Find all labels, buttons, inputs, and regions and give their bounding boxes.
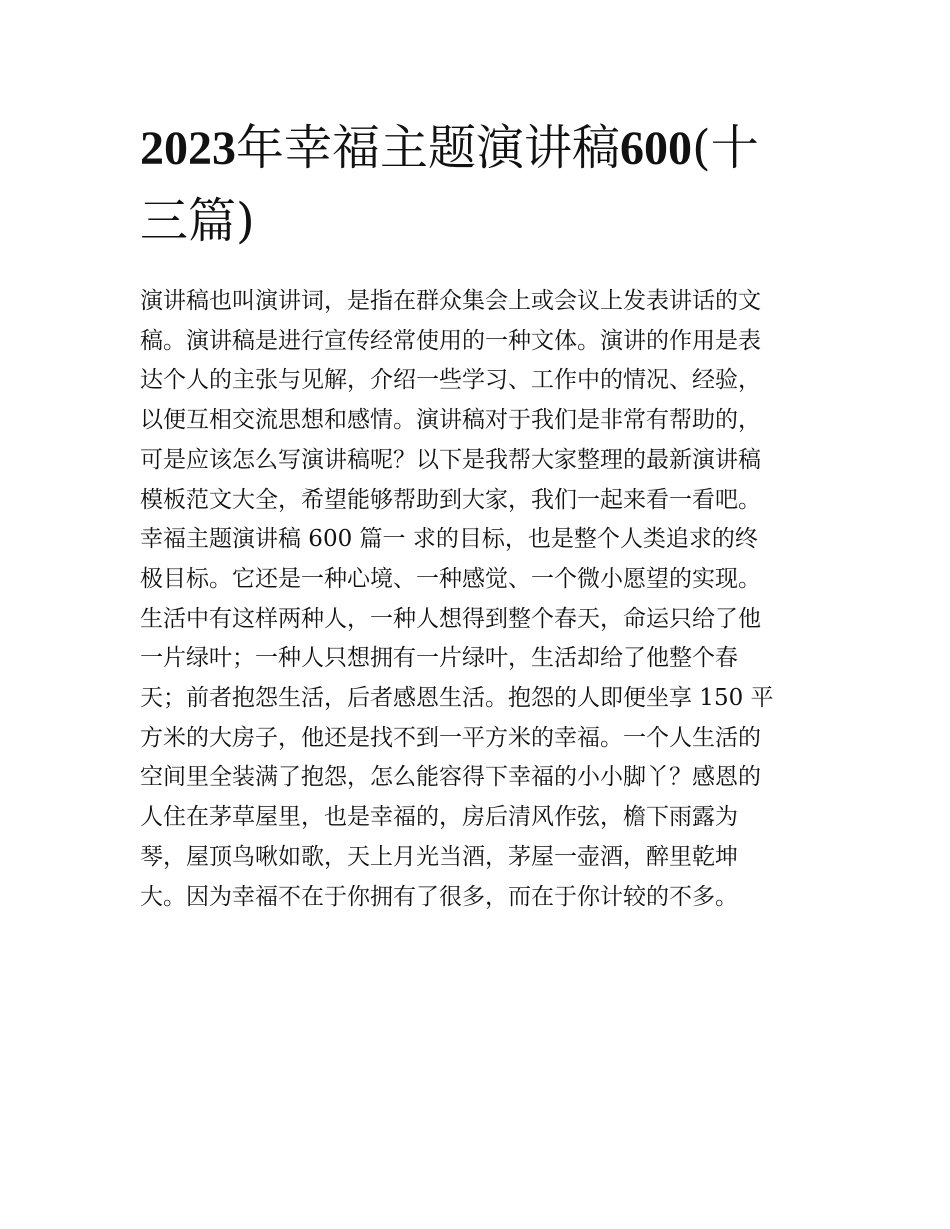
body-line: 大。因为幸福不在于你拥有了很多，而在于你计较的不多。: [140, 883, 738, 910]
body-line: 方米的大房子，他还是找不到一平方米的幸福。一个人生活的: [140, 724, 761, 751]
title-year: 2023: [140, 122, 236, 175]
body-line: 可是应该怎么写演讲稿呢？以下是我帮大家整理的最新演讲稿: [140, 446, 761, 473]
title-suffix-2: 三篇): [140, 193, 255, 249]
body-line: 一片绿叶；一种人只想拥有一片绿叶，生活却给了他整个春: [140, 645, 738, 672]
body-line: 极目标。它还是一种心境、一种感觉、一个微小愿望的实现。: [140, 565, 761, 592]
body-line: 演讲稿也叫演讲词，是指在群众集会上或会议上发表讲话的文: [140, 288, 761, 314]
body-line: 稿。演讲稿是进行宣传经常使用的一种文体。演讲的作用是表: [140, 327, 761, 354]
body-line: 琴，屋顶鸟啾如歌，天上月光当酒，茅屋一壶酒，醉里乾坤: [140, 843, 738, 870]
document-body: [140, 282, 820, 917]
document-title: [140, 112, 820, 257]
body-line: 模板范文大全，希望能够帮助到大家，我们一起来看一看吧。: [140, 486, 761, 513]
body-line: 达个人的主张与见解，介绍一些学习、工作中的情况、经验，: [140, 367, 761, 394]
title-number: 600: [620, 122, 693, 175]
body-line: 空间里全装满了抱怨，怎么能容得下幸福的小小脚丫？感恩的: [140, 764, 761, 791]
body-line: 幸福主题演讲稿 600 篇一 求的目标，也是整个人类追求的终: [140, 526, 758, 553]
body-line: 生活中有这样两种人，一种人想得到整个春天，命运只给了他: [140, 605, 761, 632]
title-text: 年幸福主题演讲稿: [236, 120, 621, 176]
body-line: 天；前者抱怨生活，后者感恩生活。抱怨的人即便坐享 150 平: [140, 685, 774, 712]
body-line: 以便互相交流思想和感情。演讲稿对于我们是非常有帮助的，: [140, 407, 761, 434]
body-line: 人住在茅草屋里，也是幸福的，房后清风作弦，檐下雨露为: [140, 804, 738, 831]
title-suffix-1: (十: [692, 120, 759, 176]
